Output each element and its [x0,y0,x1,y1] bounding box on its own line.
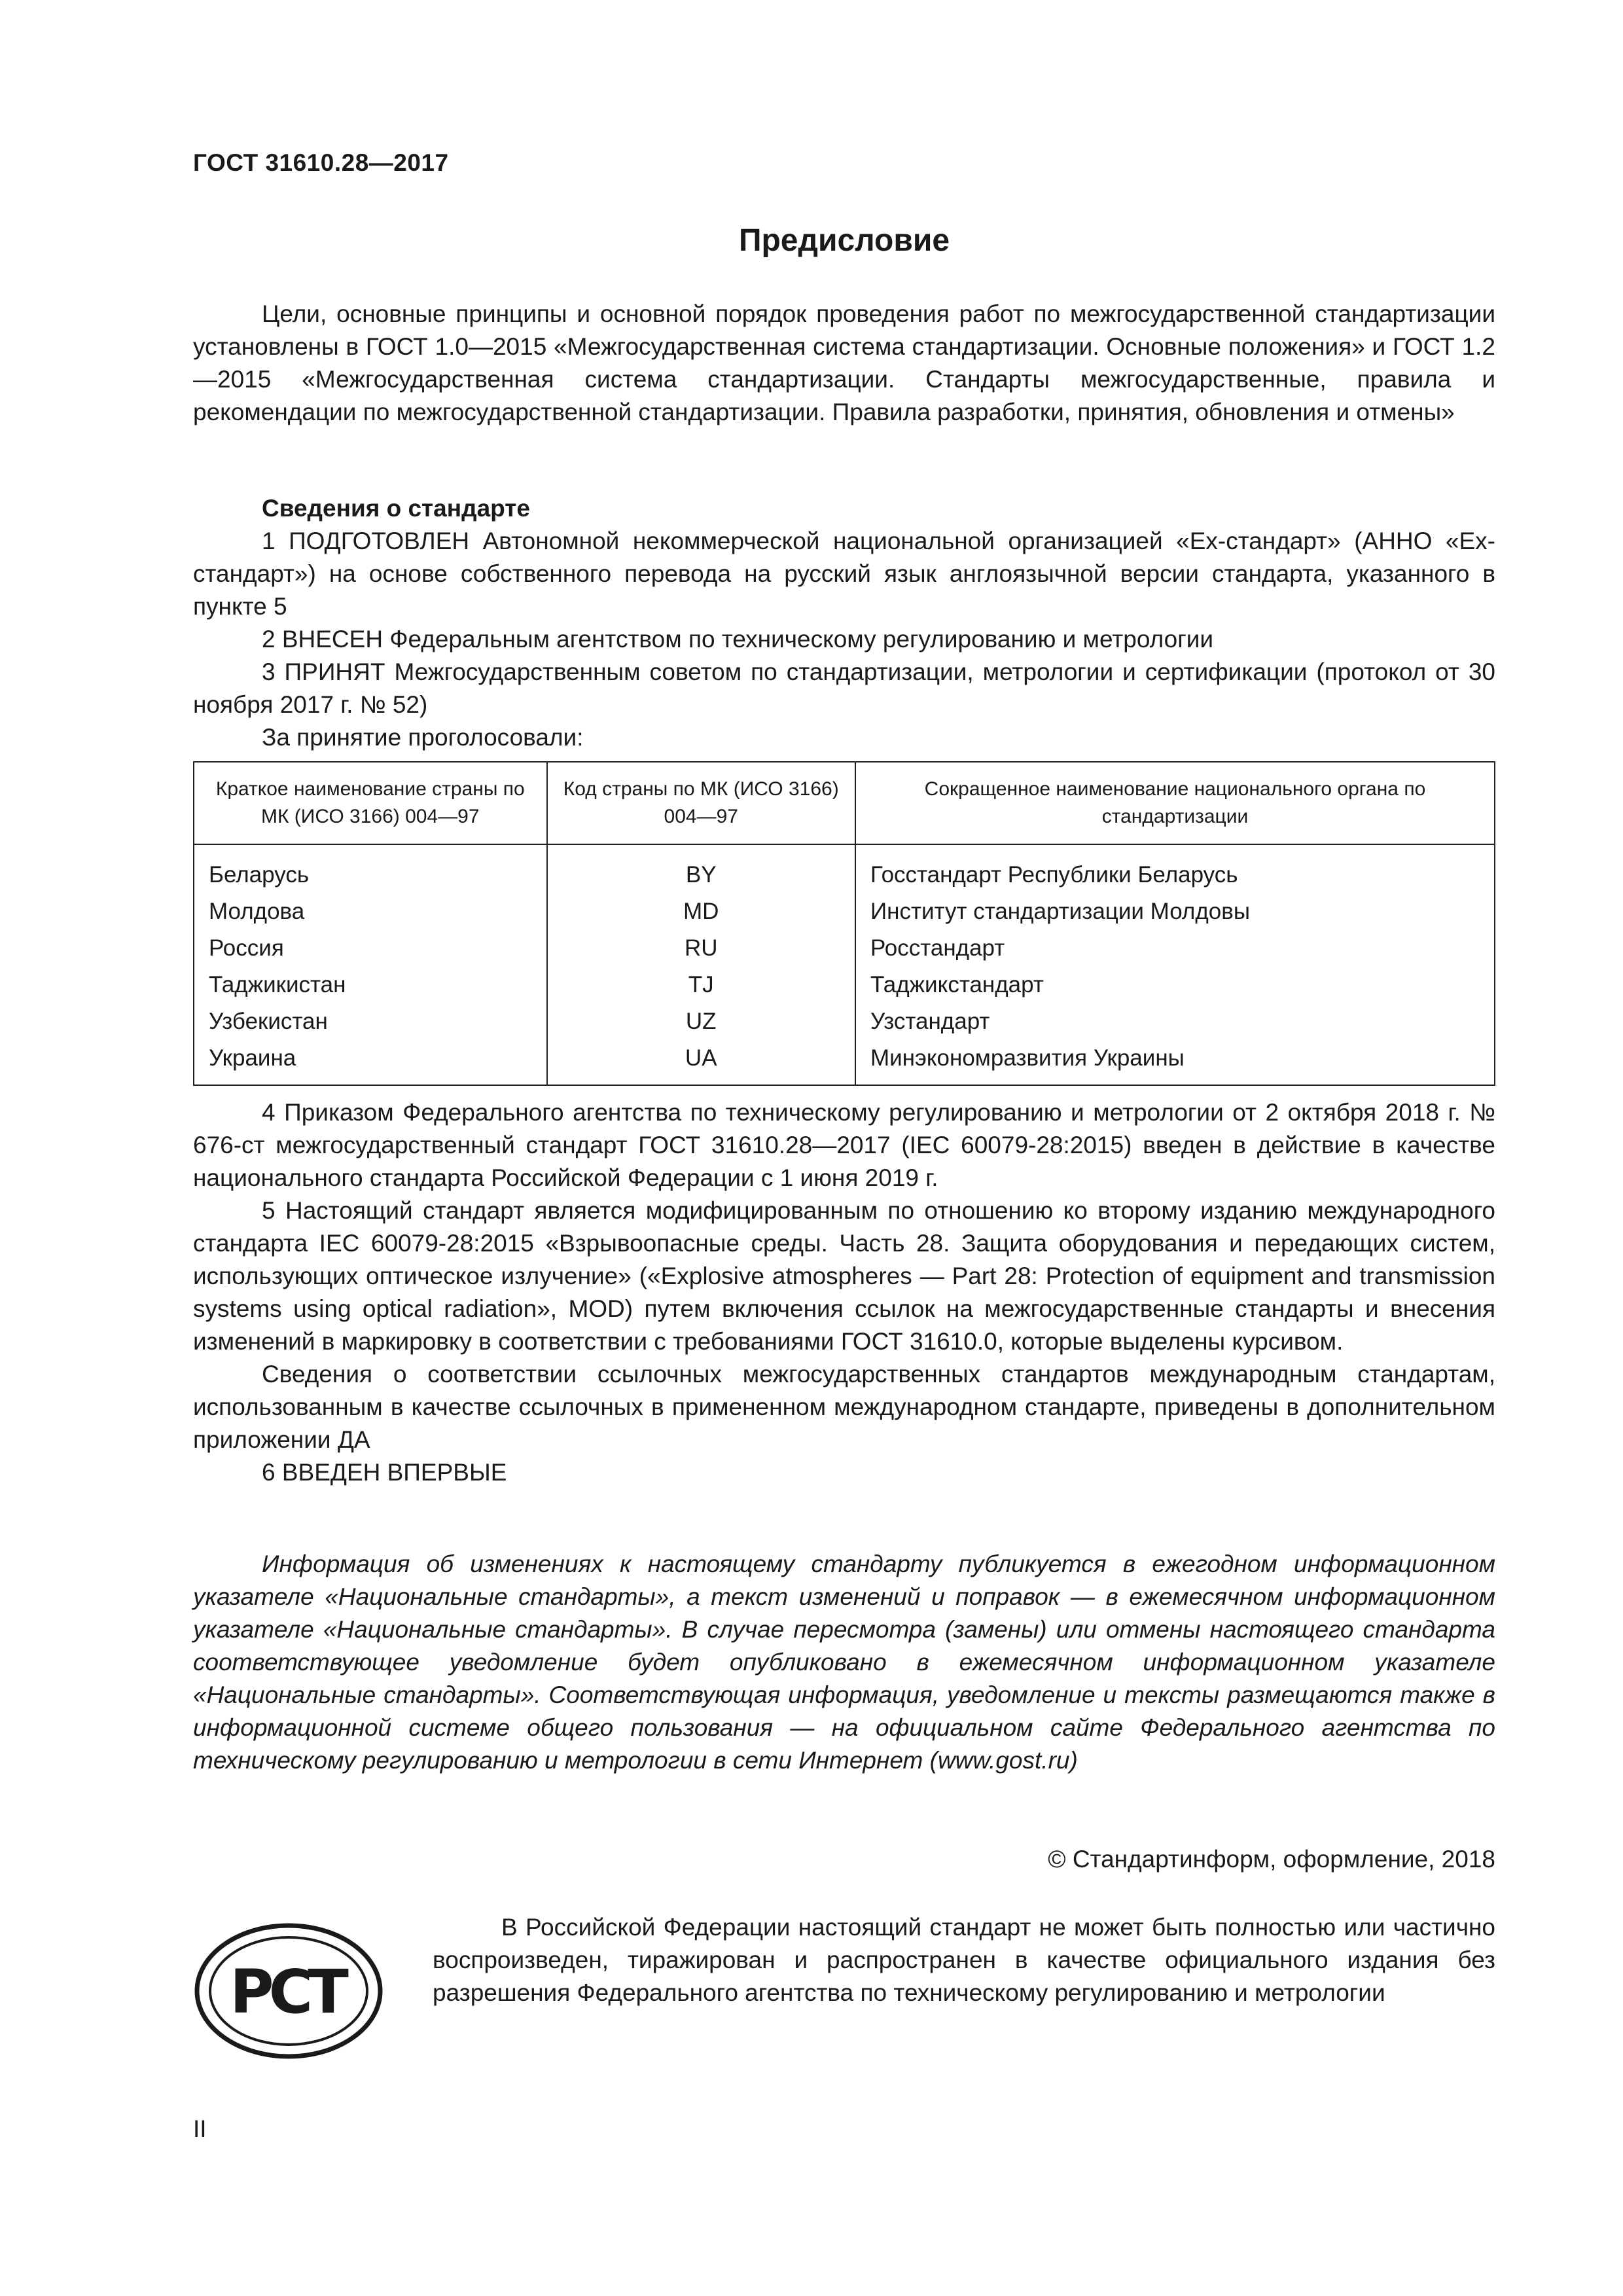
standards-body: Узстандарт [855,1003,1495,1040]
table-row [194,930,1495,967]
table-row [194,1040,1495,1085]
reproduction-notice-paragraph: В Российской Федерации настоящий стандарт не может быть полностью или частично воспроизведен, тиражирован и распространен в качестве официального издания без разрешения Федерального агентства по техническому регулированию и метрологии [433,1914,1495,2006]
reproduction-notice [433,1911,1495,2009]
table-row [194,1003,1495,1040]
info-item-6: 6 ВВЕДЕН ВПЕРВЫЕ [262,1459,507,1486]
changes-info-block [193,1548,1495,1777]
foreword-intro-block [193,298,1495,429]
standard-info-block [193,492,1495,754]
country-code: BY [547,844,855,893]
country-code: UA [547,1040,855,1085]
info-item-2: 2 ВНЕСЕН Федеральным агентством по техническому регулированию и метрологии [262,626,1214,653]
standards-body: Госстандарт Республики Беларусь [855,844,1495,893]
table-header-body: Сокращенное наименование национального органа по стандартизации [855,762,1495,844]
foreword-intro-paragraph: Цели, основные принципы и основной порядок проведения работ по межгосударственной стандартизации установлены в ГОСТ 1.0—2015 «Межгосударственная система стандартизации. Основные положения» и ГОСТ 1.2—2015 «Межгосударственная система стандартизации. Стандарты межгосударственные, правила и рекомендации по межгосударственной стандартизации. Правила разработки, принятия, обновления и отмены» [193,300,1495,425]
country-name: Молдова [194,893,547,930]
foreword-title: Предисловие [738,223,950,258]
country-code: UZ [547,1003,855,1040]
country-name: Узбекистан [194,1003,547,1040]
country-code: MD [547,893,855,930]
country-code: TJ [547,967,855,1003]
table-header-row [194,762,1495,844]
standards-body: Минэкономразвития Украины [855,1040,1495,1085]
country-name: Беларусь [194,844,547,893]
voted-label: За принятие проголосовали: [262,724,584,751]
rst-logo-text: РСТ [230,1957,344,2027]
table-header-country: Краткое наименование страны по МК (ИСО 3166) 004—97 [194,762,547,844]
page-number: II [193,2115,207,2142]
table-row [194,844,1495,893]
table-row [194,967,1495,1003]
info-item-3: 3 ПРИНЯТ Межгосударственным советом по стандартизации, метрологии и сертификации (протокол от 30 ноября 2017 г. № 52) [193,658,1495,718]
changes-info-paragraph: Информация об изменениях к настоящему стандарту публикуется в ежегодном информационном указателе «Национальные стандарты», а текст изменений и поправок — в ежемесячном информационном указателе «Национальные стандарты». В случае пересмотра (замены) или отмены настоящего стандарта соответствующее уведомление будет опубликовано в ежемесячном информационном указателе «Национальные стандарты». Соответствующая информация, уведомление и тексты размещаются также в информационной системе общего пользования — на официальном сайте Федерального агентства по техническому регулированию и метрологии в сети Интернет (www.gost.ru) [193,1551,1495,1774]
country-code: RU [547,930,855,967]
table-header-code: Код страны по МК (ИСО 3166) 004—97 [547,762,855,844]
after-table-block [193,1096,1495,1489]
info-item-5: 5 Настоящий стандарт является модифицированным по отношению ко второму изданию международного стандарта IEC 60079-28:2015 «Взрывоопасные среды. Часть 28. Защита оборудования и передающих систем, использующих оптическое излучение» («Explosive atmospheres — Part 28: Protection of equipment and transmission systems using optical radiation», MOD) путем включения ссылок на межгосударственные стандарты и внесения изменений в маркировку в соответствии с требованиями ГОСТ 31610.0, которые выделены курсивом. [193,1197,1495,1355]
standards-body: Институт стандартизации Молдовы [855,893,1495,930]
standards-body: Росстандарт [855,930,1495,967]
voting-countries-table [193,761,1495,1086]
info-item-1: 1 ПОДГОТОВЛЕН Автономной некоммерческой национальной организацией «Ех-стандарт» (АННО «Ех-стандарт») на основе собственного перевода на русский язык англоязычной версии стандарта, указанного в пункте 5 [193,528,1495,620]
table-row [194,893,1495,930]
copyright-line: © Стандартинформ, оформление, 2018 [1048,1846,1495,1873]
rst-logo [193,1921,384,2062]
standard-info-heading: Сведения о стандарте [262,495,530,522]
info-item-5-references: Сведения о соответствии ссылочных межгосударственных стандартов международным стандартам, использованным в качестве ссылочных в примененном международном стандарте, приведены в дополнительном приложении ДА [193,1361,1495,1453]
document-code-header: ГОСТ 31610.28—2017 [193,149,449,176]
country-name: Украина [194,1040,547,1085]
standards-body: Таджикстандарт [855,967,1495,1003]
country-name: Таджикистан [194,967,547,1003]
country-name: Россия [194,930,547,967]
info-item-4: 4 Приказом Федерального агентства по техническому регулированию и метрологии от 2 октября 2018 г. № 676-ст межгосударственный стандарт ГОСТ 31610.28—2017 (IEC 60079-28:2015) введен в действие в качестве национального стандарта Российской Федерации с 1 июня 2019 г. [193,1099,1495,1191]
